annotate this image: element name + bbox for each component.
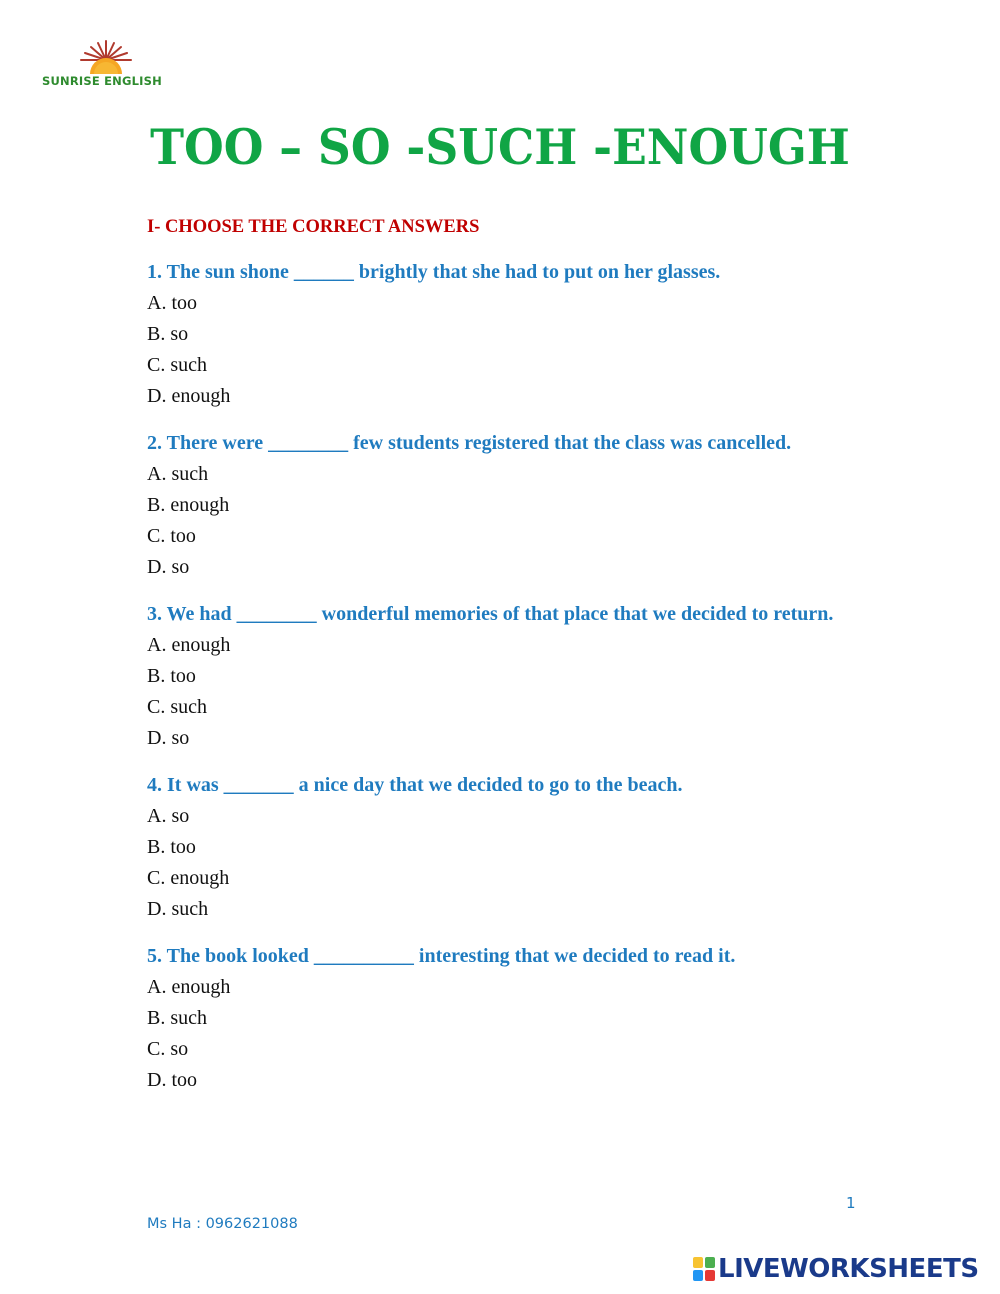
option-b[interactable]: B. enough [147, 494, 230, 516]
option-a[interactable]: A. so [147, 805, 190, 827]
worksheet-content [147, 212, 867, 1112]
option-d[interactable]: D. so [147, 727, 190, 749]
question-text: 5. The book looked __________ interesting that we decided to read it. [147, 945, 736, 967]
option-d[interactable]: D. so [147, 556, 190, 578]
option-a[interactable]: A. enough [147, 634, 231, 656]
option-a[interactable]: A. enough [147, 976, 231, 998]
option-c[interactable]: C. such [147, 354, 207, 376]
question-text: 2. There were ________ few students registered that the class was cancelled. [147, 432, 792, 454]
question-1 [147, 257, 867, 412]
question-text: 4. It was _______ a nice day that we decided to go to the beach. [147, 774, 683, 796]
liveworksheets-text: LIVEWORKSHEETS [718, 1254, 979, 1284]
question-3 [147, 599, 867, 754]
option-a[interactable]: A. too [147, 292, 197, 314]
option-b[interactable]: B. too [147, 836, 196, 858]
footer-contact: Ms Ha : 0962621088 [147, 1216, 298, 1232]
logo-text: SUNRISE ENGLISH [42, 74, 162, 88]
option-d[interactable]: D. too [147, 1069, 197, 1091]
option-d[interactable]: D. enough [147, 385, 231, 407]
liveworksheets-logo-icon [693, 1257, 715, 1281]
option-c[interactable]: C. such [147, 696, 207, 718]
question-text: 3. We had ________ wonderful memories of that place that we decided to return. [147, 603, 834, 625]
sun-icon [40, 38, 172, 78]
option-d[interactable]: D. such [147, 898, 209, 920]
liveworksheets-watermark [693, 1254, 979, 1284]
option-a[interactable]: A. such [147, 463, 209, 485]
sunrise-english-logo [40, 38, 172, 96]
question-5 [147, 941, 867, 1096]
option-b[interactable]: B. so [147, 323, 189, 345]
option-b[interactable]: B. too [147, 665, 196, 687]
option-c[interactable]: C. enough [147, 867, 230, 889]
option-b[interactable]: B. such [147, 1007, 207, 1029]
option-c[interactable]: C. too [147, 525, 196, 547]
question-4 [147, 770, 867, 925]
question-2 [147, 428, 867, 583]
option-c[interactable]: C. so [147, 1038, 189, 1060]
question-text: 1. The sun shone ______ brightly that she had to put on her glasses. [147, 261, 721, 283]
section-heading: I- CHOOSE THE CORRECT ANSWERS [147, 217, 480, 237]
worksheet-title: TOO – SO -SUCH -ENOUGH [150, 118, 850, 176]
page-number: 1 [846, 1194, 856, 1212]
